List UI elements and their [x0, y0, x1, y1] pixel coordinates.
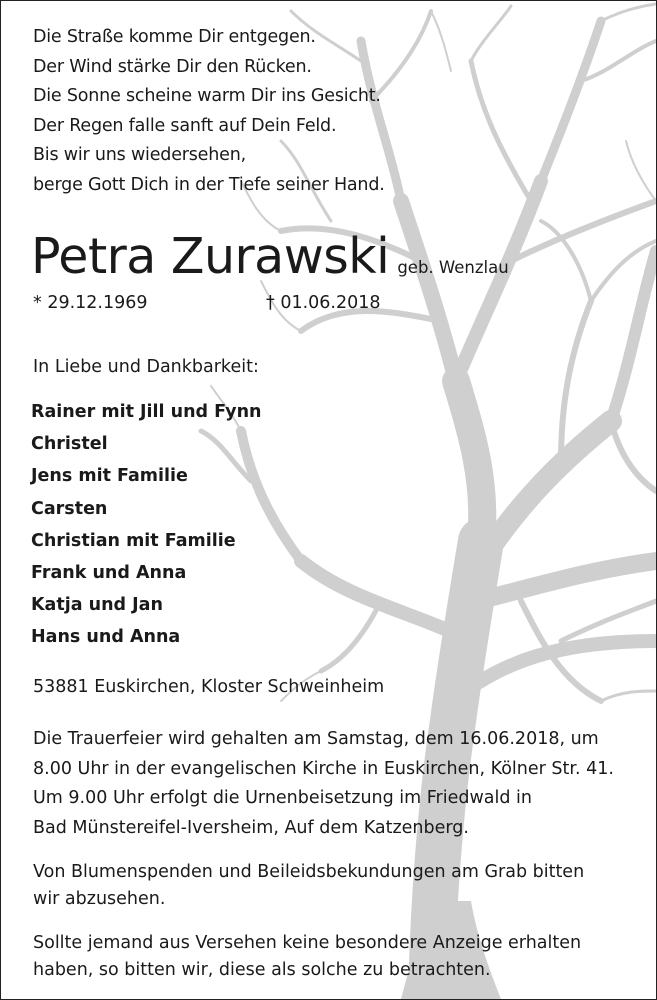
- service-line: Um 9.00 Uhr erfolgt die Urnenbeisetzung im Friedwald in: [33, 788, 533, 808]
- mourner-entry: Christel: [31, 434, 108, 455]
- flowers-request: [33, 859, 584, 913]
- notice-line: Sollte jemand aus Versehen keine besondere Anzeige erhalten: [33, 933, 582, 953]
- death-date: † 01.06.2018: [266, 293, 381, 313]
- closing-notice: [33, 930, 581, 984]
- poem-line: Die Sonne scheine warm Dir ins Gesicht.: [33, 86, 381, 106]
- deceased-name: Petra Zurawski: [31, 228, 390, 285]
- mourners-list: [31, 396, 261, 654]
- family-address: 53881 Euskirchen, Kloster Schweinheim: [33, 677, 385, 697]
- poem: [33, 23, 385, 200]
- service-line: Die Trauerfeier wird gehalten am Samstag, dem 16.06.2018, um: [33, 729, 599, 749]
- service-line: 8.00 Uhr in der evangelischen Kirche in Euskirchen, Kölner Str. 41.: [33, 758, 614, 779]
- mourner-entry: Rainer mit Jill und Fynn: [31, 402, 262, 422]
- poem-line: Bis wir uns wiedersehen,: [33, 145, 246, 165]
- poem-line: Der Regen falle sanft auf Dein Feld.: [33, 115, 337, 136]
- flowers-line: wir abzusehen.: [33, 889, 166, 909]
- poem-line: Die Straße komme Dir entgegen.: [33, 27, 316, 47]
- poem-line: berge Gott Dich in der Tiefe seiner Hand.: [33, 174, 385, 195]
- mourner-entry: Carsten: [31, 498, 108, 519]
- maiden-name: geb. Wenzlau: [397, 258, 509, 277]
- flowers-line: Von Blumenspenden und Beileidsbekundungen am Grab bitten: [33, 862, 585, 882]
- deceased-name-line: [31, 227, 509, 287]
- mourner-entry: Hans und Anna: [31, 627, 181, 648]
- funeral-service-info: [33, 725, 614, 843]
- mourner-entry: Frank und Anna: [31, 563, 187, 584]
- birth-date: * 29.12.1969: [33, 293, 148, 313]
- mourner-entry: Jens mit Familie: [31, 466, 188, 487]
- mourner-entry: Katja und Jan: [31, 595, 163, 616]
- service-line: Bad Münstereifel-Iversheim, Auf dem Katzenberg.: [33, 817, 469, 838]
- poem-line: Der Wind stärke Dir den Rücken.: [33, 56, 312, 77]
- mourner-entry: Christian mit Familie: [31, 530, 236, 551]
- notice-line: haben, so bitten wir, diese als solche zu betrachten.: [33, 960, 491, 980]
- mourners-intro: In Liebe und Dankbarkeit:: [33, 357, 259, 377]
